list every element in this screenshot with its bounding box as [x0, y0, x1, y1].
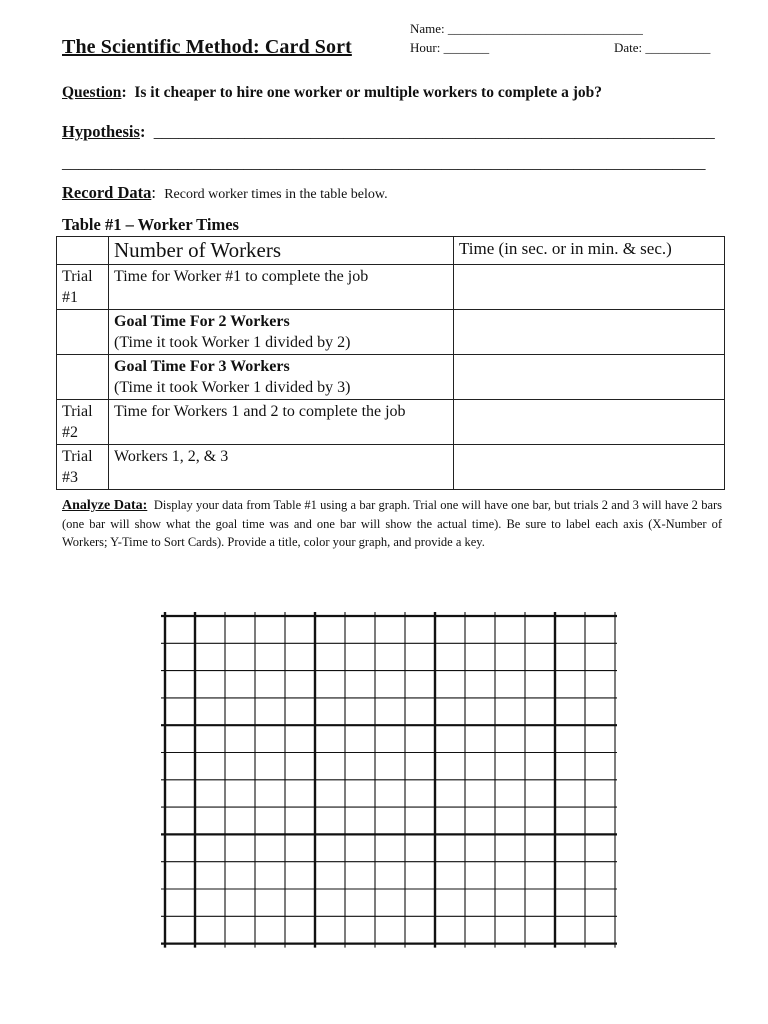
trial-cell — [57, 355, 109, 400]
time-entry-cell[interactable] — [454, 400, 725, 445]
record-data-section — [62, 183, 388, 203]
worker-times-table — [56, 236, 725, 490]
hypothesis-colon: : — [139, 122, 146, 141]
row-line2: (Time it took Worker 1 divided by 2) — [114, 334, 351, 351]
question-text: Is it cheaper to hire one worker or multiple workers to complete a job? — [134, 84, 603, 101]
time-entry-cell[interactable] — [454, 355, 725, 400]
row-line1: Time for Workers 1 and 2 to complete the job — [114, 403, 406, 420]
workers-cell — [109, 265, 454, 310]
table-row — [57, 355, 725, 400]
name-label: Name: — [410, 21, 445, 36]
hypothesis-blank-1[interactable]: ____________________________________________________________________ — [153, 122, 715, 141]
workers-cell — [109, 400, 454, 445]
row-line1: Goal Time For 2 Workers — [114, 313, 290, 330]
row-line1: Time for Worker #1 to complete the job — [114, 268, 369, 285]
name-field[interactable] — [410, 21, 643, 37]
page-title: The Scientific Method: Card Sort — [62, 36, 352, 58]
row-line1: Goal Time For 3 Workers — [114, 358, 290, 375]
table-row — [57, 400, 725, 445]
row-line2: (Time it took Worker 1 divided by 3) — [114, 379, 351, 396]
time-entry-cell[interactable] — [454, 445, 725, 490]
date-field[interactable] — [614, 40, 710, 56]
question-section — [62, 84, 602, 102]
analyze-data-text: Display your data from Table #1 using a bar graph. Trial one will have one bar, but trials 2 and 3 will have 2 bars (one bar will show what the goal time was and one bar will show the actual time). Be sure to label each axis (X-Number of Workers; Y-Time to Sort Cards). Provide a title, color your graph, and provide a key. — [62, 498, 723, 549]
graph-grid[interactable] — [160, 612, 626, 948]
trial-cell: Trial #2 — [57, 400, 109, 445]
table-header-row — [57, 237, 725, 265]
question-colon: : — [121, 84, 127, 101]
question-label: Question — [62, 84, 122, 101]
table-row — [57, 310, 725, 355]
record-data-label: Record Data — [62, 183, 152, 202]
analyze-data-label: Analyze Data: — [62, 498, 148, 513]
trial-cell: Trial #3 — [57, 445, 109, 490]
row-line1: Workers 1, 2, & 3 — [114, 448, 229, 465]
workers-cell — [109, 445, 454, 490]
table-row — [57, 445, 725, 490]
name-blank[interactable]: ______________________________ — [447, 21, 643, 36]
hypothesis-label: Hypothesis — [62, 122, 140, 141]
hour-blank[interactable]: _______ — [443, 40, 490, 55]
hypothesis-blank-2[interactable]: ______________________________________________________________________________ — [62, 153, 706, 172]
table-header-trial — [57, 237, 109, 265]
date-label: Date: — [614, 40, 643, 55]
date-blank[interactable]: __________ — [645, 40, 711, 55]
table-header-workers: Number of Workers — [109, 237, 454, 265]
time-entry-cell[interactable] — [454, 310, 725, 355]
trial-cell — [57, 310, 109, 355]
analyze-data-section — [62, 496, 722, 551]
hour-label: Hour: — [410, 40, 441, 55]
table-header-time: Time (in sec. or in min. & sec.) — [454, 237, 725, 265]
table-caption: Table #1 – Worker Times — [62, 215, 239, 234]
hour-field[interactable] — [410, 40, 489, 56]
workers-cell — [109, 355, 454, 400]
workers-cell — [109, 310, 454, 355]
table-row — [57, 265, 725, 310]
record-data-colon: : — [151, 183, 156, 202]
trial-cell: Trial #1 — [57, 265, 109, 310]
record-data-text: Record worker times in the table below. — [164, 187, 388, 202]
hypothesis-section — [62, 122, 715, 142]
time-entry-cell[interactable] — [454, 265, 725, 310]
